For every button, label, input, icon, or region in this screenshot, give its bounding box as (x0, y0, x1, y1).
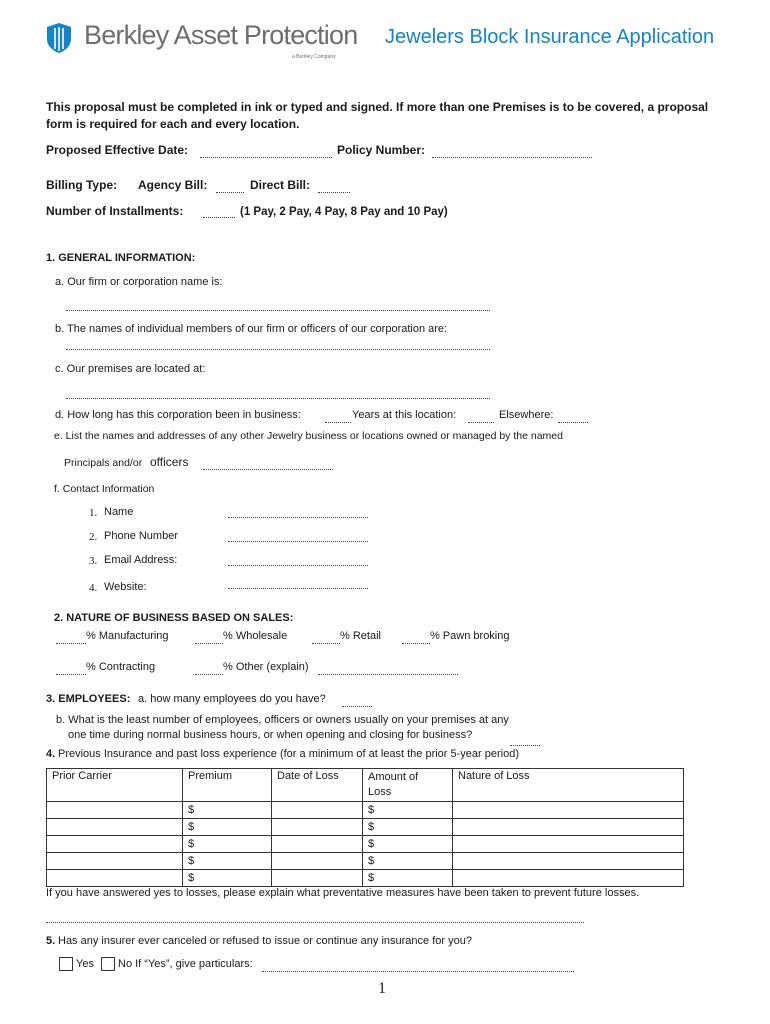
section2-heading: 2. NATURE OF BUSINESS BASED ON SALES: (54, 612, 294, 624)
wholesale-field[interactable] (195, 633, 223, 644)
contact-email-field[interactable] (228, 555, 368, 566)
premium-cell[interactable]: $ (183, 853, 272, 870)
least-employees-label: b. What is the least number of employees, officers or owners usually on your premises at any (56, 714, 509, 726)
direct-bill-label: Direct Bill: (250, 178, 311, 192)
date-cell[interactable] (272, 802, 363, 819)
nature-cell[interactable] (453, 819, 684, 836)
contact-num: 3. (89, 555, 98, 567)
business-length-field[interactable] (325, 412, 351, 423)
contact-name-field[interactable] (228, 507, 368, 518)
contact-website-label: Website: (104, 581, 147, 593)
installments-field[interactable] (203, 207, 235, 218)
section4-heading: Previous Insurance and past loss experience (for a minimum of at least the prior 5-year period) (58, 748, 519, 760)
section4-number: 4. (46, 748, 56, 760)
amount-cell[interactable]: $ (363, 870, 453, 887)
employees-count-field[interactable] (342, 696, 372, 707)
nature-cell[interactable] (453, 836, 684, 853)
date-cell[interactable] (272, 836, 363, 853)
intro-text: This proposal must be completed in ink or typed and signed. If more than one Premises is to be covered, a proposal form is required for each and every location. (46, 100, 709, 131)
table-row[interactable] (47, 870, 684, 887)
amount-cell[interactable]: $ (363, 802, 453, 819)
retail-label: % Retail (340, 630, 381, 642)
logo-name: Berkley Asset Protection (84, 20, 358, 50)
contact-num: 1. (89, 507, 98, 519)
installments-label: Number of Installments: (46, 204, 184, 218)
column-header: Nature of Loss (453, 769, 684, 802)
employees-count-label: a. how many employees do you have? (138, 693, 326, 705)
principals-label: Principals and/or (64, 457, 143, 469)
other-field[interactable] (195, 664, 223, 675)
contact-info-label: f. Contact Information (54, 483, 155, 495)
amount-cell[interactable]: $ (363, 836, 453, 853)
no-label: No If “Yes”, give particulars: (118, 958, 253, 970)
agency-bill-label: Agency Bill: (138, 178, 208, 192)
page-title: Jewelers Block Insurance Application (385, 26, 715, 48)
yes-checkbox[interactable] (59, 957, 73, 971)
nature-cell[interactable] (453, 870, 684, 887)
column-header: Amount of Loss (363, 769, 453, 802)
premises-label: c. Our premises are located at: (55, 363, 206, 375)
members-label: b. The names of individual members of our firm or officers of our corporation are: (55, 323, 448, 335)
contact-email-label: Email Address: (104, 554, 178, 566)
other-explain-field[interactable] (318, 664, 458, 675)
table-row[interactable] (47, 802, 684, 819)
table-row[interactable] (47, 853, 684, 870)
contact-phone-field[interactable] (228, 531, 368, 542)
date-cell[interactable] (272, 819, 363, 836)
logo-subtitle: a Berkley Company (292, 54, 336, 60)
pawn-label: % Pawn broking (430, 630, 510, 642)
no-checkbox[interactable] (101, 957, 115, 971)
installments-options: (1 Pay, 2 Pay, 4 Pay, 8 Pay and 10 Pay) (240, 206, 448, 218)
contracting-label: % Contracting (86, 661, 156, 673)
table-row[interactable] (47, 819, 684, 836)
firm-name-label: a. Our firm or corporation name is: (55, 276, 223, 288)
yes-label: Yes (76, 958, 94, 970)
table-row[interactable] (47, 836, 684, 853)
premises-field[interactable] (66, 388, 490, 399)
business-length-label: d. How long has this corporation been in business: (55, 409, 301, 421)
column-header: Prior Carrier (47, 769, 183, 802)
section5-number: 5. (46, 935, 56, 947)
contracting-field[interactable] (56, 664, 86, 675)
retail-field[interactable] (312, 633, 340, 644)
column-header: Premium (183, 769, 272, 802)
loss-explain-label: If you have answered yes to losses, please explain what preventative measures have been taken to prevent future losses. (46, 887, 640, 899)
amount-cell[interactable]: $ (363, 819, 453, 836)
officers-label: officers (150, 455, 189, 469)
least-employees-field[interactable] (510, 735, 540, 746)
billing-type-label: Billing Type: (46, 178, 118, 192)
table-header-row (47, 769, 684, 802)
direct-bill-field[interactable] (318, 182, 350, 193)
page-number: 1 (378, 980, 386, 997)
contact-phone-label: Phone Number (104, 530, 178, 542)
date-cell[interactable] (272, 853, 363, 870)
amount-cell[interactable]: $ (363, 853, 453, 870)
manufacturing-field[interactable] (56, 633, 86, 644)
officers-field[interactable] (203, 459, 333, 470)
members-field[interactable] (66, 339, 490, 350)
premium-cell[interactable]: $ (183, 836, 272, 853)
years-location-label: Years at this location: (352, 409, 457, 421)
years-location-field[interactable] (468, 412, 494, 423)
premium-cell[interactable]: $ (183, 870, 272, 887)
nature-cell[interactable] (453, 802, 684, 819)
effective-date-field[interactable] (200, 147, 332, 158)
contact-num: 2. (89, 531, 98, 543)
carrier-cell[interactable] (47, 853, 183, 870)
carrier-cell[interactable] (47, 836, 183, 853)
contact-name-label: Name (104, 506, 134, 518)
nature-cell[interactable] (453, 853, 684, 870)
contact-num: 4. (89, 582, 98, 594)
wholesale-label: % Wholesale (223, 630, 288, 642)
other-label: % Other (explain) (223, 661, 309, 673)
section1-heading: 1. GENERAL INFORMATION: (46, 252, 196, 264)
carrier-cell[interactable] (47, 802, 183, 819)
carrier-cell[interactable] (47, 870, 183, 887)
carrier-cell[interactable] (47, 819, 183, 836)
contact-website-field[interactable] (228, 578, 368, 589)
elsewhere-label: Elsewhere: (499, 409, 554, 421)
least-employees-label-2: one time during normal business hours, or when opening and closing for business? (68, 729, 473, 741)
loss-history-table (46, 768, 684, 887)
elsewhere-field[interactable] (558, 412, 588, 423)
premium-cell[interactable]: $ (183, 819, 272, 836)
other-locations-label: e. List the names and addresses of any other Jewelry business or locations owned or managed by the named (54, 430, 563, 442)
firm-name-field[interactable] (66, 300, 490, 311)
premium-cell[interactable]: $ (183, 802, 272, 819)
cancel-question: Has any insurer ever canceled or refused to issue or continue any insurance for you? (58, 935, 472, 947)
section3-heading: 3. EMPLOYEES: (46, 693, 131, 705)
manufacturing-label: % Manufacturing (86, 630, 169, 642)
policy-number-label: Policy Number: (337, 143, 426, 157)
particulars-field[interactable] (262, 961, 574, 972)
agency-bill-field[interactable] (216, 182, 244, 193)
column-header: Date of Loss (272, 769, 363, 802)
effective-date-label: Proposed Effective Date: (46, 143, 189, 157)
date-cell[interactable] (272, 870, 363, 887)
shield-icon (46, 22, 72, 54)
loss-explain-field[interactable] (46, 912, 584, 923)
pawn-field[interactable] (402, 633, 430, 644)
policy-number-field[interactable] (432, 147, 592, 158)
